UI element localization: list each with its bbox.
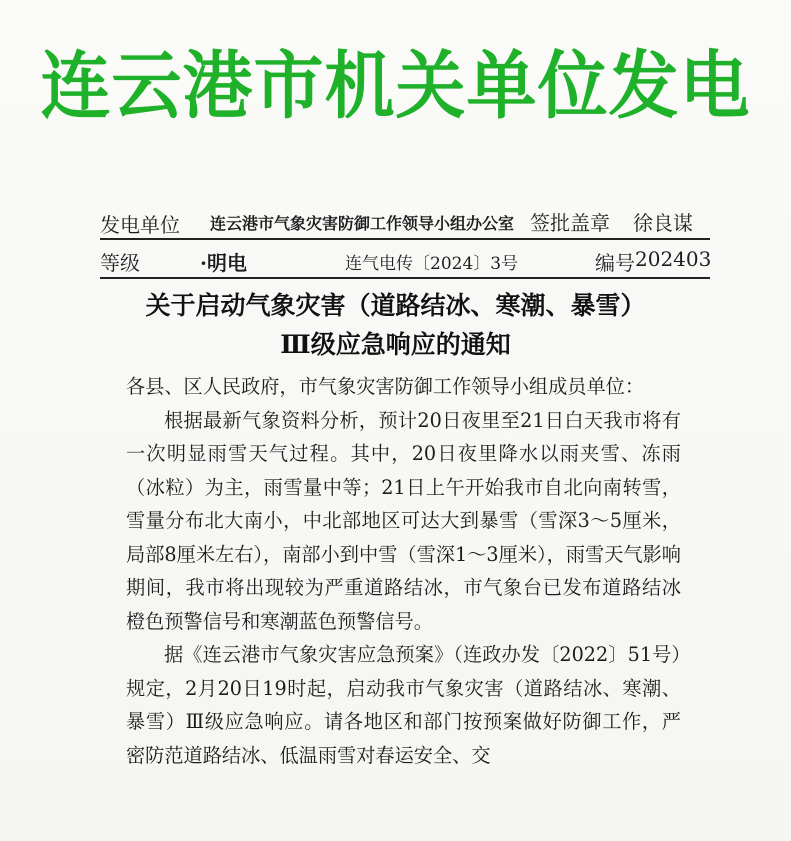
notice-title-line-1: 关于启动气象灾害（道路结冰、寒潮、暴雪） — [145, 291, 646, 320]
number-value: 202403 — [635, 247, 712, 271]
salutation: 各县、区人民政府，市气象灾害防御工作领导小组成员单位： — [126, 375, 645, 398]
sender-value: 连云港市气象灾害防御工作领导小组办公室 — [210, 214, 515, 233]
header-row-sender — [100, 203, 710, 237]
signer-value: 徐良谋 — [633, 211, 693, 235]
body-paragraph-2: 据《连云港市气象灾害应急预案》（连政办发〔2022〕51号）规定，2月20日19时起，启动我市气象灾害（道路结冰、寒潮、暴雪）Ⅲ级应急响应。请各地区和部门按预案做好防御工作，严密防范道路结冰、低温雨雪对春运安全、交 — [126, 643, 681, 767]
number-label: 编号 — [595, 251, 635, 275]
document-reference: 连气电传〔2024〕3号 — [345, 254, 519, 274]
sender-label: 发电单位 — [100, 213, 180, 237]
header-divider-top — [100, 238, 710, 240]
grade-label: 等级 — [100, 251, 140, 275]
header-row-grade — [100, 242, 710, 276]
notice-title-line-2: Ⅲ级应急响应的通知 — [280, 330, 511, 359]
masthead-title: 连云港市机关单位发电 — [40, 42, 751, 130]
header-divider-bottom — [100, 277, 710, 279]
body-paragraph-1: 根据最新气象资料分析，预计20日夜里至21日白天我市将有一次明显雨雪天气过程。其中，20日夜里降水以雨夹雪、冻雨（冰粒）为主，雨雪量中等；21日上午开始我市自北向南转雪，雪量分布北大南小，中北部地区可达大到暴雪（雪深3～5厘米，局部8厘米左右），南部小到中雪（雪深1～3厘米），雨雪天气影响期间，我市将出现较为严重道路结冰，市气象台已发布道路结冰橙色预警信号和寒潮蓝色预警信号。 — [126, 408, 681, 633]
grade-value: ·明电 — [200, 251, 247, 275]
notice-body — [126, 370, 681, 772]
signer-label: 签批盖章 — [530, 211, 610, 235]
